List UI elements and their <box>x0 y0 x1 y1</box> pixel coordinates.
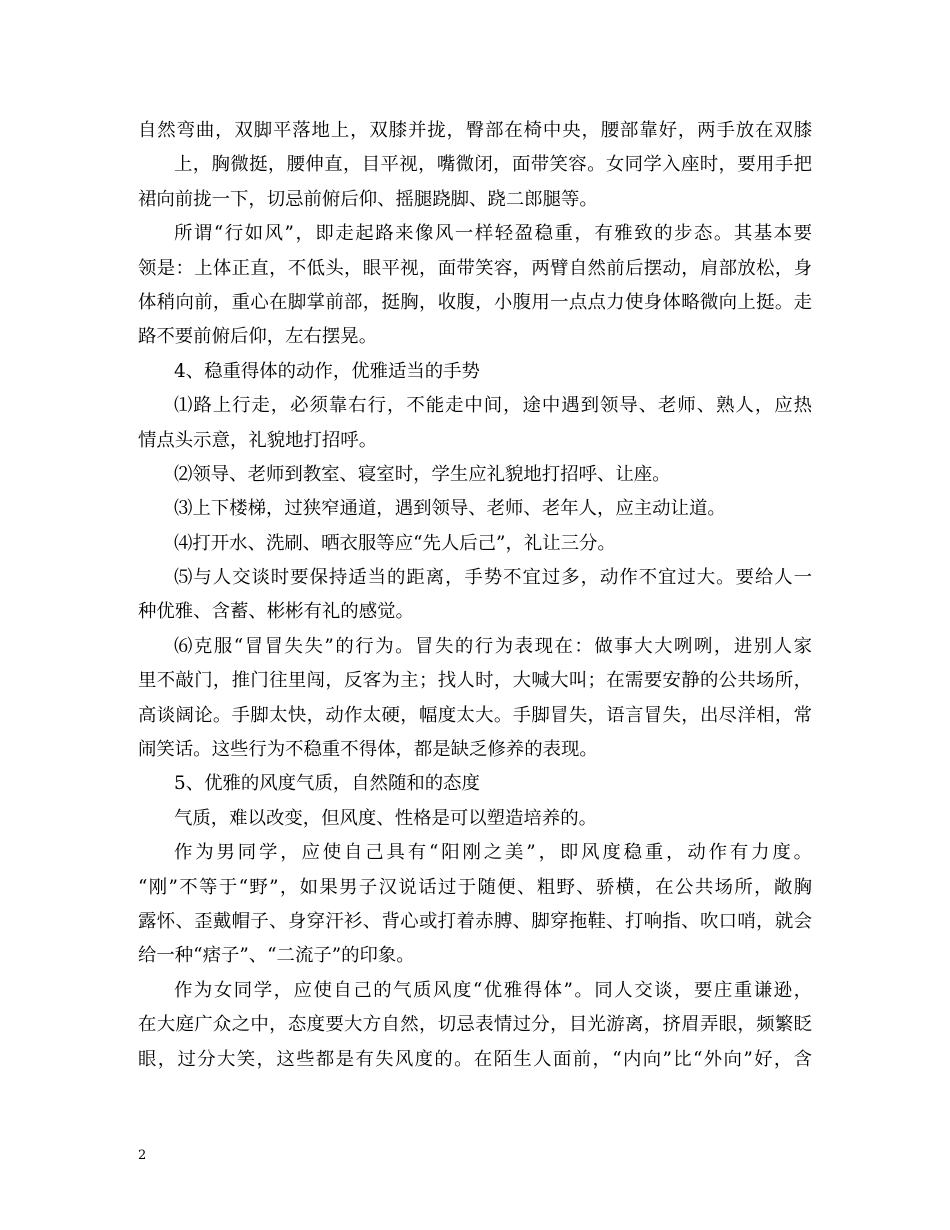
text-line: ⑴路上行走，必须靠右行，不能走中间，途中遇到领导、老师、熟人，应热 <box>174 395 812 417</box>
text-line: 领是：上体正直，不低头，眼平视，面带笑容，两臂自然前后摆动，肩部放松，身 <box>138 257 812 279</box>
text-line: 气质，难以改变，但风度、性格是可以塑造培养的。 <box>174 807 597 829</box>
text-line: 作为男同学，应使自己具有“阳刚之美”，即风度稳重，动作有力度。 <box>174 842 812 864</box>
text-line: “刚”不等于“野”，如果男子汉说话过于随便、粗野、骄横，在公共场所，敞胸 <box>138 876 812 898</box>
text-line: 裙向前拢一下，切忌前俯后仰、摇腿跷脚、跷二郎腿等。 <box>138 188 598 210</box>
text-line: 所谓“行如风”，即走起路来像风一样轻盈稳重，有雅致的步态。其基本要 <box>174 223 812 245</box>
text-line: 路不要前俯后仰，左右摆晃。 <box>138 326 378 348</box>
text-line: 眼，过分大笑，这些都是有失风度的。在陌生人面前，“内向”比“外向”好，含 <box>138 1048 812 1070</box>
text-line: 情点头示意，礼貌地打招呼。 <box>138 429 378 451</box>
body-text <box>138 114 812 1077</box>
text-line: 给一种“痞子”、“二流子”的印象。 <box>138 945 415 967</box>
text-line: ⑸与人交谈时要保持适当的距离，手势不宜过多，动作不宜过大。要给人一 <box>174 567 812 589</box>
text-line: 在大庭广众之中，态度要大方自然，切忌表情过分，目光游离，挤眉弄眼，频繁眨 <box>138 1014 812 1036</box>
text-line: 体稍向前，重心在脚掌前部，挺胸，收腹，小腹用一点点力使身体略微向上挺。走 <box>138 291 812 313</box>
text-line: ⑷打开水、洗刷、晒衣服等应“先人后己”，礼让三分。 <box>174 532 616 554</box>
text-line: 自然弯曲，双脚平落地上，双膝并拢，臀部在椅中央，腰部靠好，两手放在双膝 <box>138 120 812 141</box>
text-line: 作为女同学，应使自己的气质风度“优雅得体”。同人交谈，要庄重谦逊， <box>174 979 812 1001</box>
text-line: 种优雅、含蓄、彬彬有礼的感觉。 <box>138 601 414 623</box>
text-line: 高谈阔论。手脚太快，动作太硬，幅度太大。手脚冒失，语言冒失，出尽洋相，常 <box>138 704 812 726</box>
text-line: 闹笑话。这些行为不稳重不得体，都是缺乏修养的表现。 <box>138 739 598 761</box>
text-line: ⑶上下楼梯，过狭窄通道，遇到领导、老师、老年人，应主动让道。 <box>174 498 726 520</box>
text-line: 里不敲门，推门往里闯，反客为主；找人时，大喊大叫；在需要安静的公共场所， <box>138 670 812 692</box>
page-number: 2 <box>138 1148 147 1163</box>
text-line: 5、优雅的风度气质，自然随和的态度 <box>174 773 480 795</box>
text-line: ⑹克服“冒冒失失”的行为。冒失的行为表现在：做事大大咧咧，进别人家 <box>174 635 812 657</box>
text-line: 上，胸微挺，腰伸直，目平视，嘴微闭，面带笑容。女同学入座时，要用手把 <box>174 154 812 176</box>
text-line: ⑵领导、老师到教室、寝室时，学生应礼貌地打招呼、让座。 <box>174 463 671 485</box>
text-line: 露怀、歪戴帽子、身穿汗衫、背心或打着赤膊、脚穿拖鞋、打响指、吹口哨，就会 <box>138 910 812 932</box>
text-line: 4、稳重得体的动作，优雅适当的手势 <box>174 360 480 382</box>
